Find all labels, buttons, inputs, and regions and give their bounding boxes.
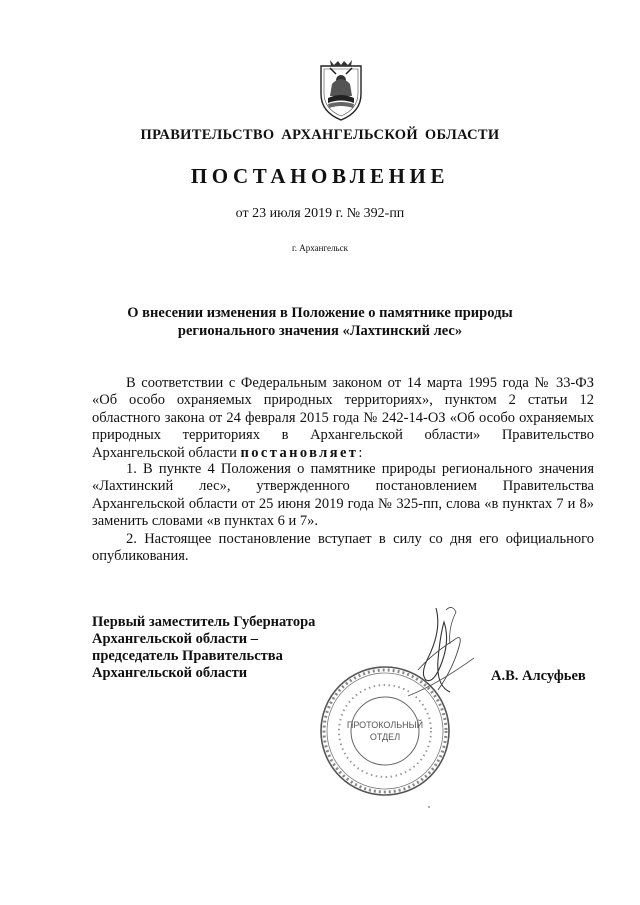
signatory-name: А.В. Алсуфьев [491, 668, 586, 684]
position-line: Архангельской области – [92, 631, 258, 647]
item-2-paragraph [92, 531, 594, 566]
colon: : [358, 444, 363, 461]
item-2-text: 2. Настоящее постановление вступает в силу со дня его официального опубликования. [92, 531, 594, 565]
preamble-paragraph [92, 375, 594, 462]
position-line: Архангельской области [92, 665, 248, 681]
seal-text-line: ПРОТОКОЛЬНЫЙ [346, 720, 424, 730]
city: г. Архангельск [292, 243, 348, 253]
speck [428, 806, 430, 808]
position-line: Первый заместитель Губернатора [92, 614, 316, 630]
title-line: О внесении изменения в Положение о памятнике природы [127, 305, 513, 321]
signatory-position [92, 614, 315, 682]
document-title [0, 304, 640, 340]
preamble-text: В соответствии с Федеральным законом от 14 марта 1995 года № 33-ФЗ «Об особо охраняемых природных территориях», пунктом 2 статьи 12 областного закона от 24 февраля 2015 года № 242-14-ОЗ «Об особо охраняемых природных территориях в Архангельской области» Правительство Архангельской области [92, 375, 594, 461]
item-1-paragraph [92, 461, 594, 531]
position-line: председатель Правительства [92, 648, 283, 664]
resolves-word: постановляет [240, 444, 359, 461]
government-name: ПРАВИТЕЛЬСТВО АРХАНГЕЛЬСКОЙ ОБЛАСТИ [140, 127, 500, 143]
official-seal-icon [316, 662, 454, 800]
document-type: ПОСТАНОВЛЕНИЕ [190, 164, 450, 188]
date-and-number: от 23 июля 2019 г. № 392-пп [235, 206, 405, 221]
item-1-text: 1. В пункте 4 Положения о памятнике природы регионального значения «Лахтинский лес», утвержденного постановлением Правительства Архангельской области от 25 июня 2019 года № 325-пп, слова «в пунктах 7 и 8» заменить словами «в пунктах 6 и 7». [92, 461, 594, 530]
coat-of-arms-icon [316, 60, 366, 122]
seal-text-line: ОТДЕЛ [369, 732, 401, 742]
title-line: регионального значения «Лахтинский лес» [177, 323, 463, 339]
